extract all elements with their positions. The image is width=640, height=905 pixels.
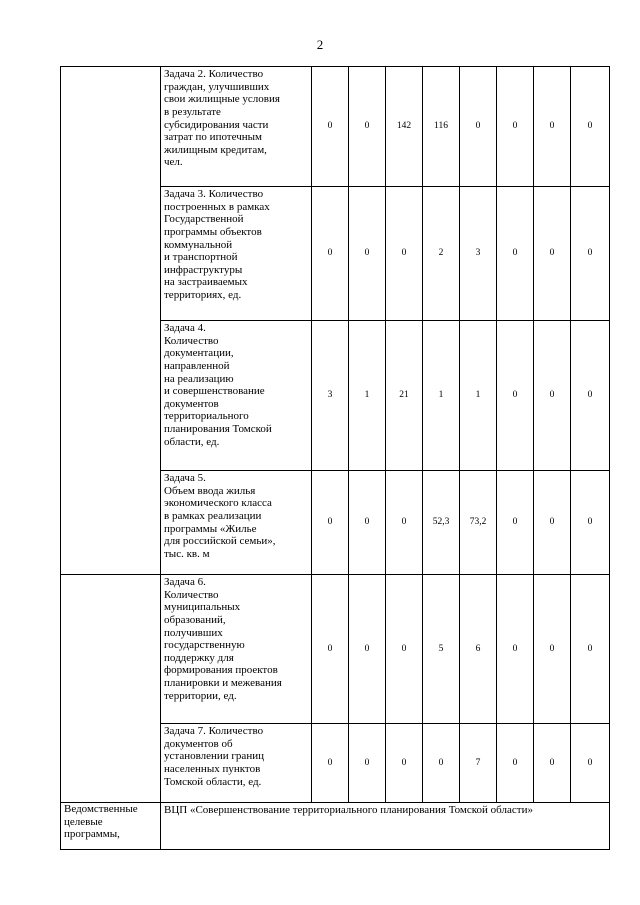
value-cell: 0 [349,187,386,321]
value-cell: 3 [312,321,349,471]
table-row [61,67,610,187]
value-cell: 0 [534,67,571,187]
page-number: 2 [316,37,324,52]
value-cell: 0 [349,724,386,803]
value-cell: 21 [386,321,423,471]
value-cell: 0 [386,724,423,803]
task-description: Задача 3. Количество построенных в рамках Государственной программы объектов коммунальной и транспортной инфраструктуры на застраиваемых территориях, ед. [164,188,270,302]
value-cell: 0 [534,724,571,803]
value-cell: 2 [423,187,460,321]
value-cell: 0 [497,67,534,187]
value-cell: 116 [423,67,460,187]
value-cell: 0 [386,575,423,724]
task-description: Задача 7. Количество документов об установлении границ населенных пунктов Томской области, ед. [164,725,264,788]
task-description: Задача 4. Количество документации, направленной на реализацию и совершенствование документов территориального планирования Томской области, ед. [164,322,272,448]
value-cell: 0 [534,471,571,575]
left-cell-empty [61,575,161,803]
task-description: Задача 5. Объем ввода жилья экономического класса в рамках реализации программы «Жилье для российской семьи», тыс. кв. м [164,472,276,560]
task-description-cell [161,321,312,471]
value-cell: 0 [312,67,349,187]
value-cell: 6 [460,575,497,724]
value-cell: 0 [460,67,497,187]
value-cell: 5 [423,575,460,724]
left-cell-empty [61,67,161,575]
value-cell: 0 [571,471,610,575]
value-cell: 0 [534,187,571,321]
value-cell: 1 [423,321,460,471]
value-cell: 0 [534,575,571,724]
value-cell: 0 [571,321,610,471]
value-cell: 0 [497,575,534,724]
value-cell: 0 [349,471,386,575]
value-cell: 0 [312,575,349,724]
value-cell: 7 [460,724,497,803]
task-description-cell [161,724,312,803]
program-name: ВЦП «Совершенствование территориального планирования Томской области» [161,803,610,850]
value-cell: 0 [571,575,610,724]
programs-label: Ведомственные целевые программы, [61,803,161,850]
task-description-cell [161,187,312,321]
value-cell: 0 [497,187,534,321]
task-description: Задача 2. Количество граждан, улучшивших свои жилищные условия в результате субсидирования части затрат по ипотечным жилищным кредитам, чел. [164,68,280,169]
value-cell: 1 [460,321,497,471]
value-cell: 52,3 [423,471,460,575]
value-cell: 0 [497,471,534,575]
table-row [61,803,610,850]
value-cell: 3 [460,187,497,321]
value-cell: 0 [571,724,610,803]
value-cell: 0 [386,471,423,575]
task-description-cell [161,575,312,724]
value-cell: 0 [571,67,610,187]
value-cell: 0 [312,471,349,575]
value-cell: 0 [571,187,610,321]
value-cell: 142 [386,67,423,187]
value-cell: 0 [349,575,386,724]
task-description-cell [161,67,312,187]
value-cell: 1 [349,321,386,471]
value-cell: 0 [312,187,349,321]
value-cell: 0 [349,67,386,187]
task-description-cell [161,471,312,575]
targets-table [60,66,610,850]
task-description: Задача 6. Количество муниципальных образований, получивших государственную поддержку для формирования проектов планировки и межевания территории, ед. [164,576,282,702]
value-cell: 0 [534,321,571,471]
value-cell: 0 [312,724,349,803]
value-cell: 73,2 [460,471,497,575]
value-cell: 0 [497,321,534,471]
table-row [61,575,610,724]
value-cell: 0 [386,187,423,321]
value-cell: 0 [497,724,534,803]
value-cell: 0 [423,724,460,803]
